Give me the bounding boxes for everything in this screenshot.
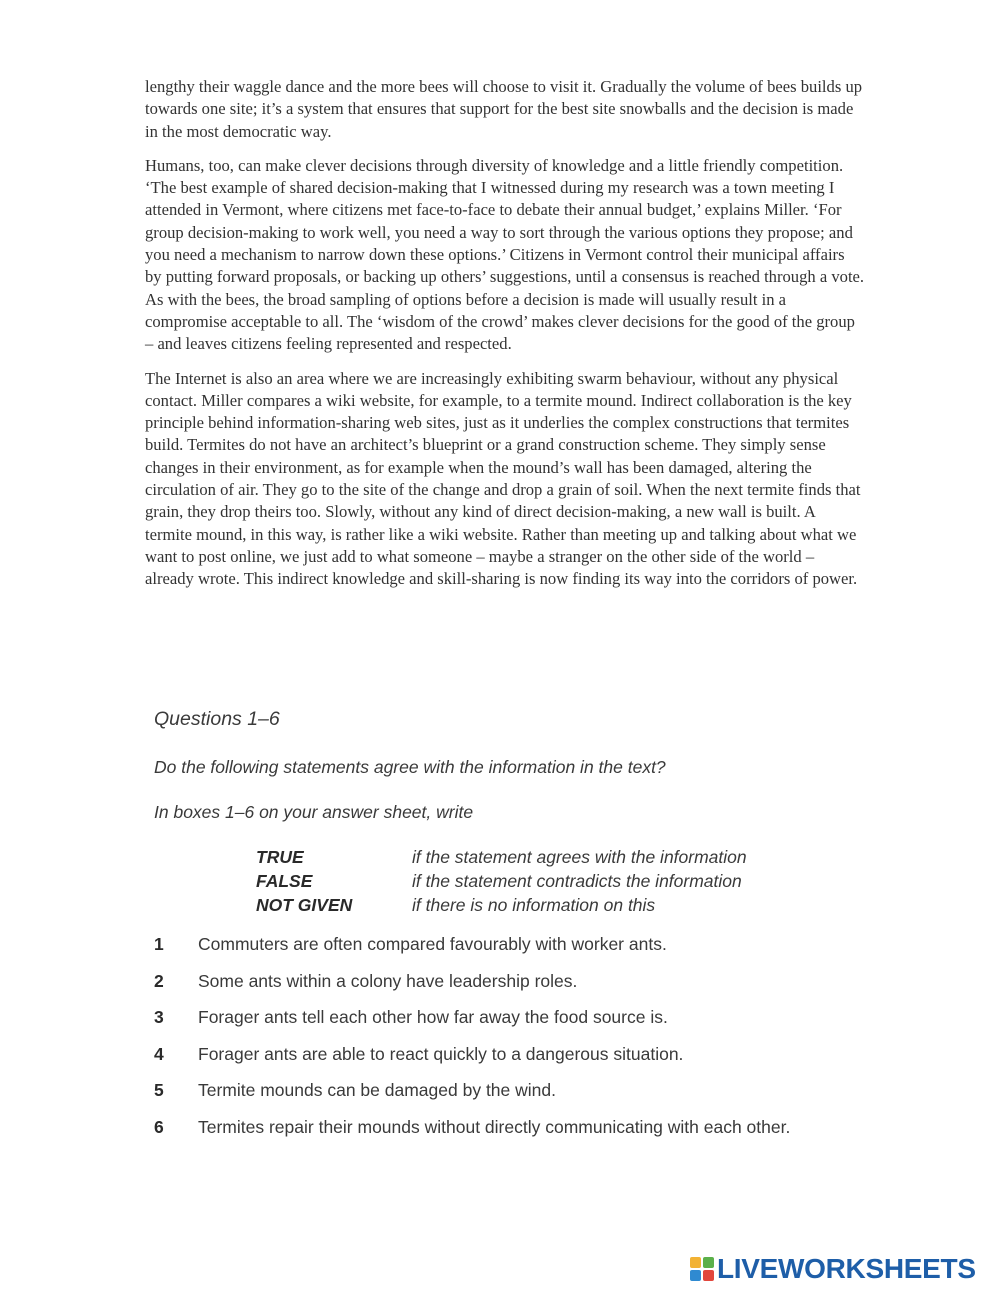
answer-key-desc: if the statement agrees with the information (412, 847, 747, 867)
answer-key-desc: if the statement contradicts the information (412, 871, 742, 891)
question-number: 3 (154, 1007, 164, 1027)
liveworksheets-logo (690, 1254, 976, 1284)
question-item (154, 1007, 914, 1044)
question-number: 6 (154, 1116, 164, 1137)
question-item (154, 1044, 914, 1081)
passage-paragraph-3: The Internet is also an area where we are increasingly exhibiting swarm behaviour, without any physical contact. Miller compares a wiki website, for example, to a termite mound. Indirect collaboration is the key principle behind information-sharing web sites, just as it underlies the complex constructions that termites build. Termites do not have an architect’s blueprint or a grand construction scheme. They simply sense changes in their environment, as for example when the mound’s wall has been damaged, altering the circulation of air. They go to the site of the change and drop a grain of soil. When the next termite finds that grain, they drop theirs too. Slowly, without any kind of direct decision-making, a new wall is built. A termite mound, in this way, is rather like a wiki website. Rather than meeting up and talking about what we want to post online, we just add to what someone – maybe a stranger on the other side of the world – already wrote. This indirect knowledge and skill-sharing is now finding its way into the corridors of power. (145, 368, 861, 589)
logo-square (703, 1270, 714, 1281)
answer-key-row (256, 845, 914, 869)
question-item (154, 1080, 914, 1117)
logo-square (690, 1257, 701, 1268)
liveworksheets-logo-icon (690, 1257, 714, 1281)
questions-instruction: Do the following statements agree with the information in the text? (154, 757, 666, 777)
question-item (154, 1117, 914, 1154)
passage-paragraph-2: Humans, too, can make clever decisions through diversity of knowledge and a little friendly competition. ‘The best example of shared decision-making that I witnessed during my research was a town meeting I attended in Vermont, where citizens met face-to-face to debate their annual budget,’ explains Miller. ‘For group decision-making to work well, you need a way to sort through the various options they propose; and you need a mechanism to narrow down these options.’ Citizens in Vermont control their municipal affairs by putting forward proposals, or backing up others’ suggestions, until a consensus is reached through a vote. As with the bees, the broad sampling of options before a decision is made will usually result in a compromise acceptable to all. The ‘wisdom of the crowd’ makes clever decisions for the good of the group – and leaves citizens feeling represented and respected. (145, 155, 865, 354)
question-list (154, 934, 914, 1153)
liveworksheets-logo-text: LIVEWORKSHEETS (717, 1253, 976, 1284)
answer-sheet-instruction: In boxes 1–6 on your answer sheet, write (154, 802, 474, 822)
question-number: 1 (154, 934, 164, 954)
questions-header (154, 708, 914, 917)
answer-key-row (256, 893, 914, 917)
logo-square (703, 1257, 714, 1268)
question-item (154, 971, 914, 1008)
question-text: Forager ants are able to react quickly to a dangerous situation. (198, 1043, 684, 1064)
answer-key-row (256, 869, 914, 893)
answer-key (256, 845, 914, 917)
questions-title: Questions 1–6 (154, 708, 280, 730)
question-text: Commuters are often compared favourably with worker ants. (198, 934, 667, 954)
question-text: Termites repair their mounds without directly communicating with each other. (198, 1116, 791, 1137)
answer-key-term: TRUE (256, 847, 304, 867)
passage-paragraph-1: lengthy their waggle dance and the more bees will choose to visit it. Gradually the volume of bees builds up towards one site; it’s a system that ensures that support for the best site snowballs and the decision is made in the most democratic way. (145, 77, 863, 141)
answer-key-desc: if there is no information on this (412, 895, 656, 915)
reading-passage (145, 76, 865, 603)
logo-square (690, 1270, 701, 1281)
answer-key-term: FALSE (256, 871, 313, 891)
question-text: Some ants within a colony have leadership roles. (198, 970, 578, 991)
question-number: 2 (154, 970, 164, 991)
question-text: Termite mounds can be damaged by the wind. (198, 1080, 556, 1100)
answer-key-term: NOT GIVEN (256, 895, 353, 915)
question-number: 4 (154, 1043, 164, 1064)
question-number: 5 (154, 1080, 164, 1100)
question-text: Forager ants tell each other how far away the food source is. (198, 1007, 668, 1027)
question-item (154, 934, 914, 971)
